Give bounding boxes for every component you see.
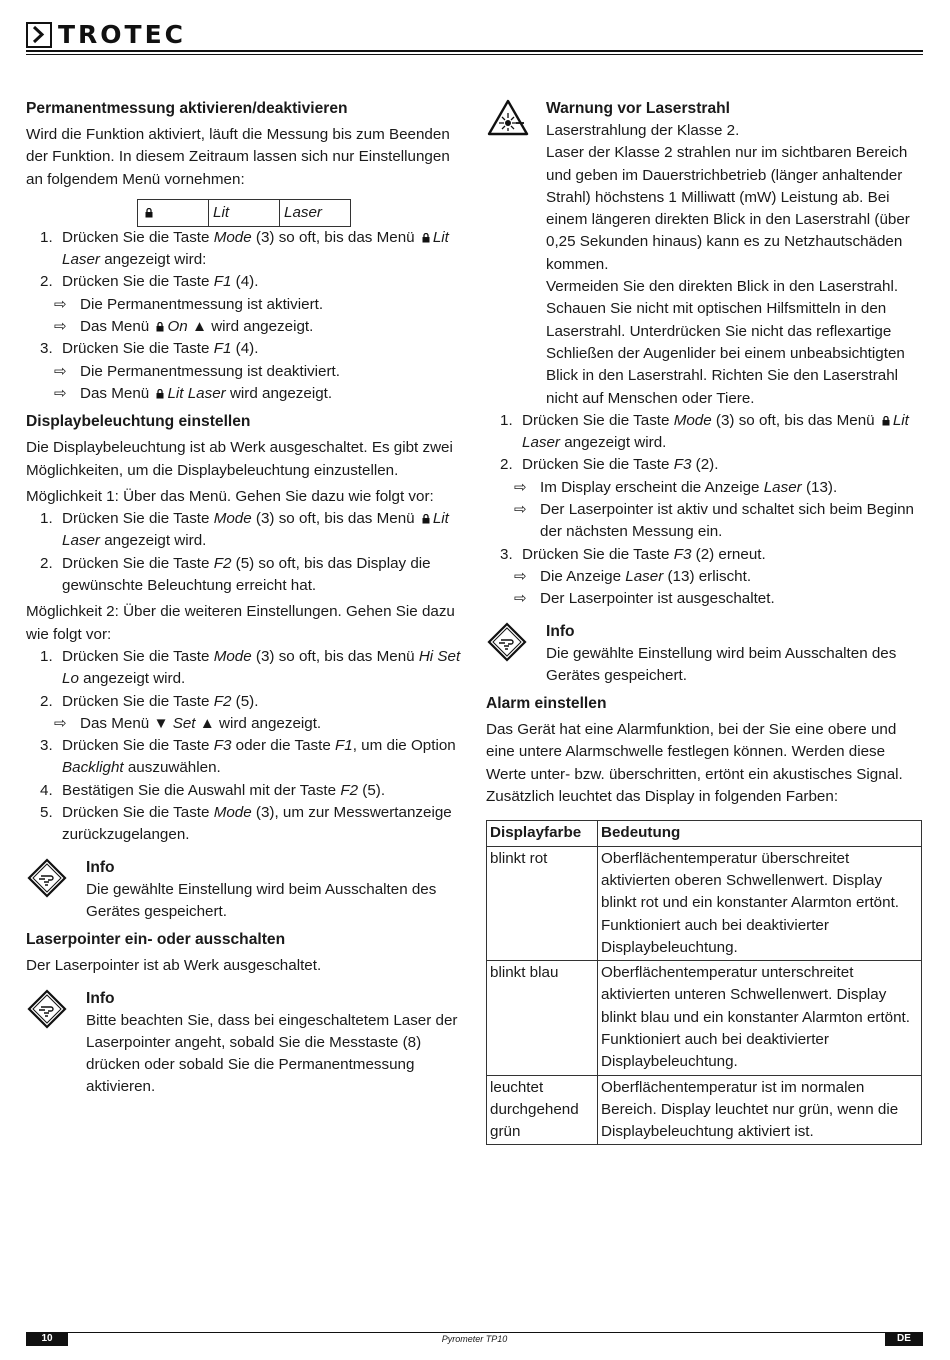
left-column [26,98,462,1099]
header-rule-thin [26,54,923,55]
result-item: ⇨ Das Menü On ▲ wird angezeigt. [26,316,462,338]
step-2: 2. Drücken Sie die Taste F2 (5). [40,692,259,710]
arrow-right-icon: ⇨ [54,318,67,336]
footer-title: Pyrometer TP10 [441,1334,508,1344]
menu-table [137,199,351,227]
info-text: Die gewählte Einstellung wird beim Ausschalten des Gerätes gespeichert. [546,644,897,684]
step-3: 3. Drücken Sie die Taste F1 (4). [40,340,259,358]
warning-title: Warnung vor Laserstrahl [546,100,730,117]
lock-open-icon [156,317,164,326]
triangle-up-icon: ▲ [195,714,215,732]
info-hand-icon [26,857,86,924]
brand-name: TROTEC [58,20,187,49]
laser-intro: Der Laserpointer ist ab Werk ausgeschaltet. [26,957,322,975]
result-item: ⇨ Der Laserpointer ist ausgeschaltet. [486,588,922,610]
info-title: Info [86,858,115,876]
alarm-intro: Das Gerät hat eine Alarmfunktion, bei der Sie eine obere und eine untere Alarmschwelle festlegen können. Werden diese Werte unter- bzw. überschritten, ertönt ein akustisches Signal. Zusätzlich leuchtet das Display in folgenden Farben: [486,721,903,806]
warning-text-3: Vermeiden Sie den direkten Blick in den Laserstrahl. Schauen Sie nicht mit optischen Hilfsmitteln in den Laserstrahl. Unterdrücken Sie nicht das reflexartige Schließen der Augenlider bei einem unbeabsichtigten Blick in den Laserstrahl. Richten Sie den Laserstrahl nicht auf Menschen oder Tiere. [546,278,905,407]
table-cell: Oberflächentemperatur ist im normalen Bereich. Display leuchtet nur grün, wenn die Displaybeleuchtung aktiviert ist. [598,1075,922,1145]
arrow-right-icon: ⇨ [54,295,67,313]
section-title-laser: Laserpointer ein- oder ausschalten [26,931,286,949]
arrow-right-icon: ⇨ [54,714,67,732]
step-1: 1. Drücken Sie die Taste Mode (3) so oft, bis das Menü Lit Laser angezeigt wird: [40,228,449,269]
result-item: ⇨ Das Menü ▼ Set ▲ wird angezeigt. [26,713,462,735]
warning-box [486,98,922,410]
lock-icon [422,228,430,237]
result-item: ⇨ Die Anzeige Laser (13) erlischt. [486,566,922,588]
section-title-alarm: Alarm einstellen [486,695,607,713]
step-5: 5. Drücken Sie die Taste Mode (3), um zur Messwertanzeige zurückzugelangen. [40,804,452,844]
lock-icon [145,201,153,210]
table-cell: Oberflächentemperatur unterschreitet aktivierten unteren Schwellenwert. Display blinkt blau und ein konstanter Alarmton ertönt. Funktioniert auch bei deaktivierter Displaybeleuchtung. [598,961,922,1075]
menu-cell-lit: Lit [209,200,280,226]
lock-icon [422,509,430,518]
triangle-down-icon: ▼ [153,714,173,732]
table-header: Displayfarbe [487,821,598,846]
laser-warning-icon [486,98,546,410]
menu-cell-laser: Laser [284,203,322,221]
info-box [486,621,922,688]
section-title-display: Displaybeleuchtung einstellen [26,413,251,431]
table-row [487,1075,922,1145]
step-2: 2. Drücken Sie die Taste F3 (2). [500,456,719,474]
arrow-right-icon: ⇨ [514,567,527,585]
result-item: ⇨ Die Permanentmessung ist aktiviert. [26,294,462,316]
step-2: 2. Drücken Sie die Taste F1 (4). [40,273,259,291]
table-cell: blinkt blau [487,961,598,1075]
arrow-right-icon: ⇨ [54,362,67,380]
table-row [487,961,922,1075]
info-title: Info [86,989,115,1007]
right-column [486,98,922,1145]
result-item: ⇨ Die Permanentmessung ist deaktiviert. [26,361,462,383]
lock-icon [882,411,890,420]
info-title: Info [546,622,575,640]
section-title-permanent: Permanentmessung aktivieren/deaktivieren [26,100,348,117]
option-2: Möglichkeit 2: Über die weiteren Einstellungen. Gehen Sie dazu wie folgt vor: [26,603,455,643]
warning-text-2: Laser der Klasse 2 strahlen nur im sichtbaren Bereich und geben im Dauerstrichbetrieb (länger anhaltender Strahl) höchstens 1 Milliwatt (mW) Leistung ab. Bei einem längeren direkten Blick in den Laserstrahl (über 0,25 Sekunden hinaus) kann es zu Netzhautschäden kommen. [546,144,910,273]
info-hand-icon [486,621,546,688]
result-item: ⇨ Im Display erscheint die Anzeige Laser (13). [486,477,922,499]
info-text: Die gewählte Einstellung wird beim Ausschalten des Gerätes gespeichert. [86,880,437,920]
step-1: 1. Drücken Sie die Taste Mode (3) so oft, bis das Menü Lit Laser angezeigt wird. [40,510,449,550]
page-header [26,20,923,54]
table-header-row [487,821,922,846]
arrow-right-icon: ⇨ [514,501,527,519]
triangle-up-icon: ▲ [187,318,207,336]
arrow-right-icon: ⇨ [514,478,527,496]
page-footer [26,1332,923,1346]
menu-cell-lock [138,200,209,226]
language-code: DE [885,1332,923,1346]
display-intro: Die Displaybeleuchtung ist ab Werk ausgeschaltet. Es gibt zwei Möglichkeiten, um die Displaybeleuchtung einzustellen. [26,439,453,479]
table-cell: blinkt rot [487,846,598,960]
brand-logo [26,22,186,48]
table-row [487,846,922,960]
table-cell: leuchtet durchgehend grün [487,1075,598,1145]
page-number: 10 [26,1332,68,1346]
option-1: Möglichkeit 1: Über das Menü. Gehen Sie dazu wie folgt vor: [26,487,434,505]
lock-icon [156,384,164,393]
chevron-right-icon [26,22,52,48]
arrow-right-icon: ⇨ [54,384,67,402]
permanent-intro: Wird die Funktion aktiviert, läuft die Messung bis zum Beenden der Funktion. In diesem Zeitraum lassen sich nur Einstellungen an folgendem Menü vornehmen: [26,126,450,188]
result-item: ⇨ Das Menü Lit Laser wird angezeigt. [26,383,462,405]
result-item: ⇨ Der Laserpointer ist aktiv und schaltet sich beim Beginn der nächsten Messung ein. [486,499,922,544]
info-box [26,988,462,1099]
arrow-right-icon: ⇨ [514,590,527,608]
warning-text-1: Laserstrahlung der Klasse 2. [546,122,740,139]
step-2: 2. Drücken Sie die Taste F2 (5) so oft, bis das Display die gewünschte Beleuchtung erreicht hat. [40,554,431,595]
info-text: Bitte beachten Sie, dass bei eingeschaltetem Laser der Laserpointer angeht, sobald Sie die Messtaste (8) drücken oder sobald Sie die Permanentmessung aktivieren. [86,1011,458,1096]
step-3: 3. Drücken Sie die Taste F3 (2) erneut. [500,545,766,563]
table-cell: Oberflächentemperatur überschreitet aktivierten oberen Schwellenwert. Display blinkt rot und ein konstanter Alarmton ertönt. Funktioniert auch bei deaktivierter Displaybeleuchtung. [598,846,922,960]
step-4: 4. Bestätigen Sie die Auswahl mit der Taste F2 (5). [40,781,386,799]
step-1: 1. Drücken Sie die Taste Mode (3) so oft, bis das Menü Lit Laser angezeigt wird. [500,411,909,452]
info-hand-icon [26,988,86,1099]
info-box [26,857,462,924]
header-rule [26,50,923,52]
table-header: Bedeutung [598,821,922,846]
display-color-table [486,820,922,1145]
step-1: 1. Drücken Sie die Taste Mode (3) so oft, bis das Menü Hi Set Lo angezeigt wird. [40,647,461,688]
step-3: 3. Drücken Sie die Taste F3 oder die Taste F1, um die Option Backlight auszuwählen. [40,737,456,777]
